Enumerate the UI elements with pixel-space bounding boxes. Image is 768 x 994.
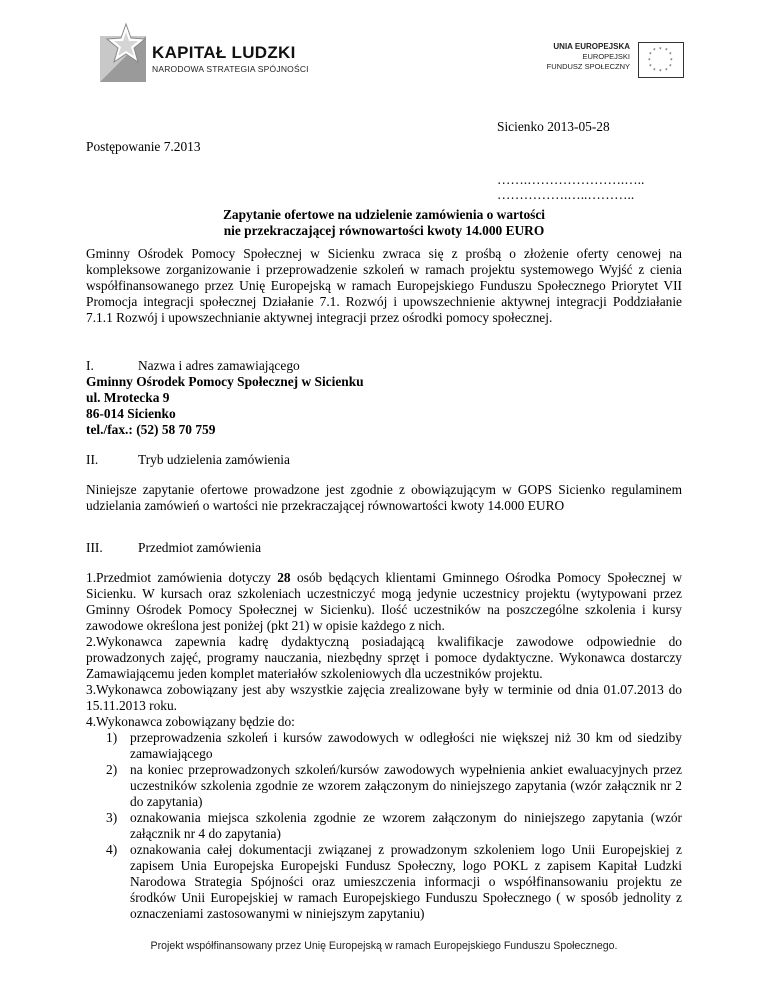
intro-paragraph: Gminny Ośrodek Pomocy Społecznej w Sicienku zwraca się z prośbą o złożenie oferty cenowej na kompleksowe zorganizowanie i przeprowadzenie szkoleń w ramach projektu systemowego Wyjść z cienia współfinansowanego przez Unię Europejską w ramach Europejskiego Funduszu Społecznego Priorytet VII Promocja integracji społecznej Działanie 7.1. Rozwój i upowszechnienie aktywnej integracji Poddziałanie 7.1.1 Rozwój i upowszechnianie aktywnej integracji przez ośrodki pomocy społecznej. [86, 246, 682, 325]
subject-point-2: 2.Wykonawca zapewnia kadrę dydaktyczną posiadającą kwalifikacje zawodowe odpowiednie do prowadzonych zajęć, programy nauczania, niezbędny sprzęt i pomoce dydaktyczne. Wykonawca dostarczy Zamawiającemu jeden komplet materiałów szkoleniowych dla uczestników projektu. [86, 634, 682, 681]
place-date: Sicienko 2013-05-28 [497, 119, 610, 134]
eu-flag-icon [638, 42, 684, 78]
section-2-title: Tryb udzielenia zamówienia [138, 452, 290, 467]
list-item-text: na koniec przeprowadzonych szkoleń/kursów zawodowych wypełnienia ankiet ewaluacyjnych przez uczestników szkolenia zgodnie ze wzorem załączonym do niniejszego zapytania (wzór załącznik nr 2 do zapytania) [130, 762, 682, 809]
list-item [106, 842, 682, 922]
eu-logo-text [547, 42, 630, 72]
page-footer: Projekt współfinansowany przez Unię Europejską w ramach Europejskiego Funduszu Społecznego. [150, 940, 618, 952]
svg-text:*: * [649, 52, 652, 58]
list-item-text: oznakowania całej dokumentacji związanej z prowadzonym szkoleniem logo Unii Europejskiej z zapisem Unia Europejska Europejski Fundusz Społeczny, logo POKL z zapisem Kapitał Ludzki Narodowa Strategia Spójności oraz umieszczenia informacji o współfinansowaniu projektu ze środków Unii Europejskiej w ramach Europejskiego Funduszu Społecznego ( w sposób jednolity z oznaczeniami zastosowanymi w niniejszym zapytaniu) [130, 842, 682, 921]
list-item-number: 4) [106, 842, 118, 857]
section-3-body [86, 570, 682, 922]
svg-text:*: * [648, 58, 651, 64]
svg-text:*: * [659, 69, 662, 75]
orderer-street: ul. Mrotecka 9 [86, 390, 170, 405]
case-number: Postępowanie 7.2013 [86, 139, 201, 154]
point-1-rest: osób będących klientami Gminnego Ośrodka Pomocy Społecznej w Sicienku. W kursach oraz szkoleniach uczestniczyć mogą jedynie uczestnicy projektu (wytypowani przez Gminny Ośrodek Pomocy Społecznej w Sicienku). Ilość uczestników na poszczególne szkolenia i kursy zawodowe określona jest poniżej (pkt 21) w opisie każdego z nich. [86, 570, 682, 633]
section-3-title: Przedmiot zamówienia [138, 540, 262, 555]
svg-text:*: * [665, 48, 668, 54]
subject-point-4: 4.Wykonawca zobowiązany będzie do: [86, 714, 295, 729]
list-item-text: przeprowadzenia szkoleń i kursów zawodowych w odległości nie większej niż 30 km od siedziby zamawiającego [130, 730, 682, 761]
eu-line-1: UNIA EUROPEJSKA [553, 42, 630, 51]
svg-text:*: * [659, 47, 662, 53]
svg-text:*: * [653, 68, 656, 74]
logo-kapital-ludzki-subtitle: NARODOWA STRATEGIA SPÓJNOŚCI [152, 64, 309, 74]
point-1-start: 1.Przedmiot zamówienia dotyczy [86, 570, 278, 585]
participants-count: 28 [277, 570, 291, 585]
list-item [106, 762, 682, 810]
document-title [86, 207, 682, 239]
section-2-paragraph: Niniejsze zapytanie ofertowe prowadzone jest zgodnie z obowiązującym w GOPS Sicienko regulaminem udzielania zamówień o wartości nie przekraczającej równowartości kwoty 14.000 EURO [86, 482, 682, 513]
logo-kapital-ludzki-name: KAPITAŁ LUDZKI [152, 43, 296, 62]
addressee-line-1: …….………………….….. [497, 172, 645, 187]
svg-text:*: * [669, 64, 672, 70]
section-1-title: Nazwa i adres zamawiającego [138, 358, 300, 373]
list-item [106, 730, 682, 762]
title-line-2: nie przekraczającej równowartości kwoty 14.000 EURO [223, 223, 545, 238]
list-item-number: 1) [106, 730, 118, 745]
list-item-number: 2) [106, 762, 118, 777]
svg-text:*: * [649, 64, 652, 70]
list-item-number: 3) [106, 810, 118, 825]
section-1-number: I. [86, 358, 94, 373]
list-item [106, 810, 682, 842]
svg-text:*: * [665, 68, 668, 74]
addressee-line-2: …………….…..……….. [497, 187, 635, 202]
subject-point-1 [86, 570, 682, 634]
subject-point-3: 3.Wykonawca zobowiązany jest aby wszystkie zajęcia zrealizowane były w terminie od dnia 01.07.2013 do 15.11.2013 roku. [86, 682, 682, 713]
orderer-name: Gminny Ośrodek Pomocy Społecznej w Sicienku [86, 374, 364, 389]
obligations-list [106, 730, 682, 922]
title-line-1: Zapytanie ofertowe na udzielenie zamówienia o wartości [222, 207, 546, 222]
svg-text:*: * [653, 48, 656, 54]
orderer-city: 86-014 Sicienko [86, 406, 176, 421]
eu-line-3: FUNDUSZ SPOŁECZNY [546, 62, 630, 71]
section-3-number: III. [86, 540, 103, 555]
svg-text:*: * [669, 52, 672, 58]
eu-line-2: EUROPEJSKI [582, 52, 630, 61]
list-item-text: oznakowania miejsca szkolenia zgodnie ze wzorem załączonym do niniejszego zapytania (wzór załącznik nr 4 do zapytania) [130, 810, 682, 841]
orderer-phone: tel./fax.: (52) 58 70 759 [86, 422, 216, 437]
svg-text:*: * [670, 58, 673, 64]
section-2-number: II. [86, 452, 99, 467]
